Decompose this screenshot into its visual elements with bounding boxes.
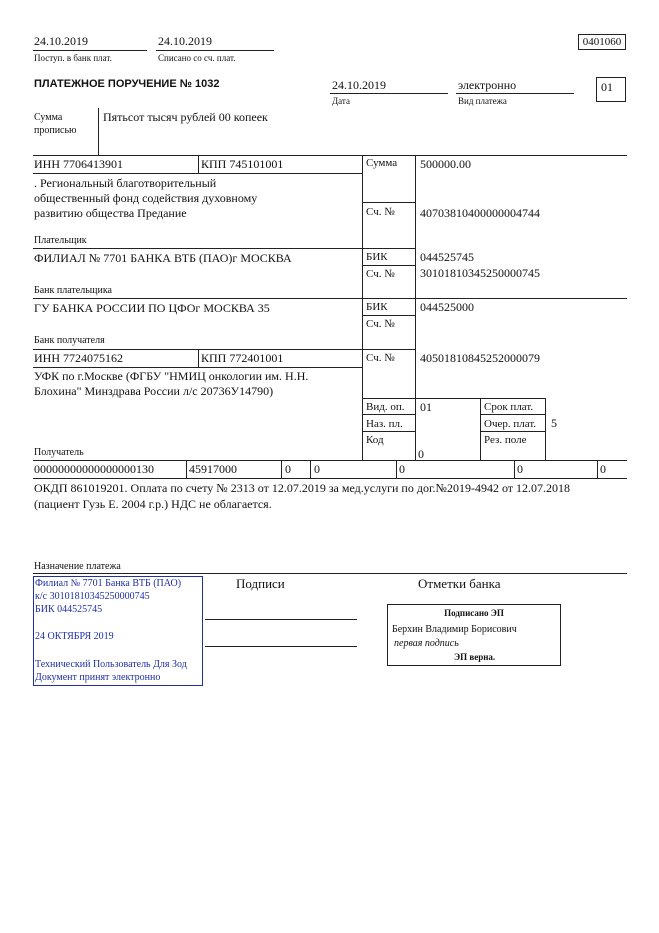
payer-name-3: развитию общества Предание [34, 206, 187, 220]
payment-type-label: Вид платежа [458, 96, 507, 106]
hline-202 [362, 202, 416, 203]
form-code: 0401060 [582, 36, 622, 48]
payer-bank-account-label: Сч. № [366, 268, 395, 280]
payer-bank-name: ФИЛИАЛ № 7701 БАНКА ВТБ (ПАО)г МОСКВА [34, 251, 292, 265]
tax-v2 [281, 460, 282, 478]
payment-type-line [456, 93, 574, 94]
debited-date: 24.10.2019 [158, 34, 212, 48]
stamp-line-6: Документ принят электронно [35, 672, 161, 683]
vline-recipient-kpp [198, 349, 199, 367]
amount-words-label-1: Сумма [34, 112, 63, 123]
tax-v1 [186, 460, 187, 478]
hline-155 [33, 155, 627, 156]
ocher-value: 5 [551, 416, 557, 430]
sign-type: первая подпись [394, 638, 459, 649]
recipient-name-2: Блохина" Минздрава России л/с 20736У14790) [34, 384, 274, 398]
status-code-box [596, 77, 626, 102]
payer-inn: ИНН 7706413901 [34, 157, 123, 171]
hline-431b [480, 431, 545, 432]
received-date-line [33, 50, 147, 51]
hline-173 [33, 173, 363, 174]
hline-414a [362, 414, 416, 415]
signatures-label: Подписи [236, 576, 285, 591]
stamp-line-5: Технический Пользователь Для Зод [35, 659, 187, 670]
recipient-bank-bik-label: БИК [366, 301, 388, 313]
amount-words-value: Пятьсот тысяч рублей 00 копеек [103, 110, 268, 124]
form-code-box [578, 34, 626, 50]
purpose-label: Назначение платежа [34, 561, 121, 572]
verified-label: ЭП верна. [454, 652, 496, 662]
purpose-line-2: (пациент Гузь Е. 2004 г.р.) НДС не облагается. [34, 497, 272, 511]
payer-account-label: Сч. № [366, 206, 395, 218]
payer-account-value: 40703810400000004744 [420, 206, 540, 220]
rez-label: Рез. поле [484, 434, 527, 446]
amount-words-label-2: прописью [34, 125, 77, 136]
document-date: 24.10.2019 [332, 78, 386, 92]
debited-date-line [156, 50, 274, 51]
kod-label: Код [366, 434, 384, 446]
purpose-line-1: ОКДП 861019201. Оплата по счету № 2313 от 12.07.2019 за мед.услуги по дог.№2019-4942 от 12.07.2018 [34, 481, 571, 495]
hline-367 [33, 367, 363, 368]
payer-bank-label: Банк плательщика [34, 285, 112, 296]
stamp-line-2: к/с 30101810345250000745 [35, 591, 150, 602]
recipient-bank-name: ГУ БАНКА РОССИИ ПО ЦФОг МОСКВА 35 [34, 301, 270, 315]
amount-words-divider [98, 108, 99, 155]
hline-414b [480, 414, 545, 415]
recipient-kpp: КПП 772401001 [201, 351, 284, 365]
bank-marks-label: Отметки банка [418, 576, 501, 591]
recipient-bank-label: Банк получателя [34, 335, 105, 346]
tax-oktmo: 45917000 [189, 462, 237, 476]
payer-bank-account-value: 30101810345250000745 [420, 266, 540, 280]
hline-349 [33, 349, 416, 350]
status-code: 01 [601, 80, 613, 94]
signed-label: Подписано ЭП [444, 608, 504, 618]
srok-label: Срок плат. [484, 401, 534, 413]
tax-v5 [514, 460, 515, 478]
vid-op-value: 01 [420, 400, 432, 414]
received-date: 24.10.2019 [34, 34, 88, 48]
payer-name-2: общественный фонд содействия духовному [34, 191, 258, 205]
tax-field-6: 0 [517, 462, 523, 476]
stamp-line-3: БИК 044525745 [35, 604, 103, 615]
hline-248 [33, 248, 416, 249]
recipient-account-label: Сч. № [366, 352, 395, 364]
signature-line-2 [205, 646, 357, 647]
tax-v6 [597, 460, 598, 478]
signature-box [387, 604, 561, 666]
debited-label: Списано со сч. плат. [158, 53, 236, 63]
stamp-date: 24 ОКТЯБРЯ 2019 [35, 631, 114, 642]
recipient-name-1: УФК по г.Москве (ФГБУ "НМИЦ онкологии им. Н.Н. [34, 369, 309, 383]
document-title: ПЛАТЕЖНОЕ ПОРУЧЕНИЕ № 1032 [34, 78, 220, 90]
hline-398 [362, 398, 545, 399]
tax-v3 [310, 460, 311, 478]
sum-label: Сумма [366, 157, 398, 169]
recipient-inn: ИНН 7724075162 [34, 351, 123, 365]
signature-line-1 [205, 619, 357, 620]
hline-298 [33, 298, 627, 299]
hline-573 [33, 573, 627, 574]
tax-field-7: 0 [600, 462, 606, 476]
ocher-label: Очер. плат. [484, 418, 537, 430]
bank-stamp [33, 576, 203, 686]
hline-315 [362, 315, 416, 316]
payer-bank-bik-label: БИК [366, 251, 388, 263]
payer-label: Плательщик [34, 235, 87, 246]
recipient-bank-account-label: Сч. № [366, 318, 395, 330]
vid-op-label: Вид. оп. [366, 401, 405, 413]
document-date-label: Дата [332, 96, 350, 106]
document-date-line [330, 93, 448, 94]
recipient-bank-bik-value: 044525000 [420, 300, 474, 314]
payment-type: электронно [458, 78, 517, 92]
sum-value: 500000.00 [420, 157, 471, 171]
tax-field-3: 0 [285, 462, 291, 476]
vline-payer-kpp [198, 155, 199, 173]
payer-kpp: КПП 745101001 [201, 157, 284, 171]
payer-bank-bik-value: 044525745 [420, 250, 474, 264]
hline-460 [33, 460, 627, 461]
hline-265 [362, 265, 416, 266]
hline-478 [33, 478, 627, 479]
received-label: Поступ. в банк плат. [34, 53, 112, 63]
kod-value: 0 [418, 447, 424, 461]
tax-field-4: 0 [314, 462, 320, 476]
stamp-line-1: Филиал № 7701 Банка ВТБ (ПАО) [35, 578, 182, 589]
recipient-label: Получатель [34, 447, 84, 458]
vline-480 [480, 398, 481, 460]
recipient-account-value: 40501810845252000079 [420, 351, 540, 365]
naz-pl-label: Наз. пл. [366, 418, 403, 430]
vline-545 [545, 398, 546, 460]
payer-name-1: . Региональный благотворительный [34, 176, 217, 190]
tax-kbk: 00000000000000000130 [34, 462, 154, 476]
tax-field-5: 0 [399, 462, 405, 476]
tax-v4 [396, 460, 397, 478]
hline-431a [362, 431, 416, 432]
signer-name: Берхин Владимир Борисович [392, 624, 517, 635]
